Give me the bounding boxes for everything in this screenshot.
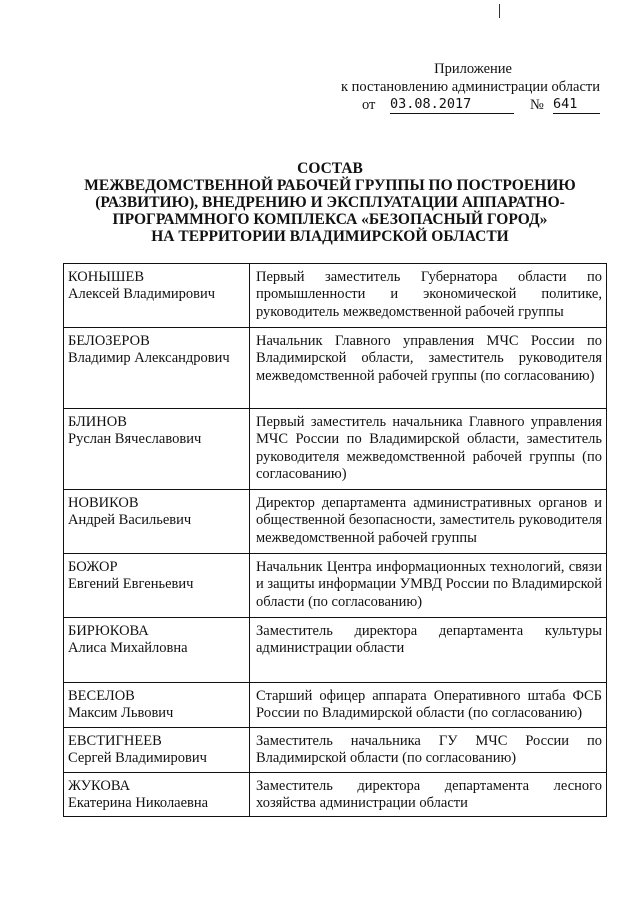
table-row <box>64 409 607 490</box>
member-surname: НОВИКОВ <box>68 495 139 511</box>
number-label: № <box>530 97 544 113</box>
document-title <box>40 160 620 245</box>
member-role: Первый заместитель Губернатора области по промышленности и экономической политике, руководитель межведомственной рабочей группы <box>250 264 607 328</box>
member-role: Директор департамента административных органов и общественной безопасности, заместитель руководителя межведомственной рабочей группы <box>250 490 607 554</box>
title-line-3: (РАЗВИТИЮ), ВНЕДРЕНИЮ И ЭКСПЛУАТАЦИИ АППАРАТНО- <box>95 194 565 211</box>
member-name-cell <box>64 409 250 490</box>
table-row <box>64 683 607 728</box>
member-surname: БИРЮКОВА <box>68 623 149 639</box>
member-surname: ЖУКОВА <box>68 777 131 794</box>
member-given-names: Андрей Васильевич <box>68 512 192 529</box>
member-name-cell <box>64 683 250 728</box>
member-role: Начальник Центра информационных технологий, связи и защиты информации УМВД России по Владимирской области (по согласованию) <box>250 554 607 618</box>
member-name-cell <box>64 264 250 328</box>
member-given-names: Максим Львович <box>68 705 174 722</box>
member-name-cell <box>64 490 250 554</box>
member-role: Заместитель директора департамента культуры администрации области <box>250 618 607 683</box>
table-row <box>64 618 607 683</box>
resolution-number: 641 <box>553 95 600 114</box>
table-row <box>64 264 607 328</box>
appendix-resolution-ref: к постановлению администрации области <box>340 79 600 95</box>
title-line-5: НА ТЕРРИТОРИИ ВЛАДИМИРСКОЙ ОБЛАСТИ <box>151 228 509 245</box>
resolution-date: 03.08.2017 <box>390 95 514 114</box>
member-surname: ВЕСЕЛОВ <box>68 688 135 704</box>
table-row <box>64 328 607 409</box>
members-table <box>63 263 607 817</box>
appendix-label: Приложение <box>434 61 512 77</box>
from-label: от <box>362 97 376 113</box>
member-role: Старший офицер аппарата Оперативного штаба ФСБ России по Владимирской области (по согласованию) <box>250 683 607 728</box>
table-row <box>64 728 607 773</box>
member-name-cell <box>64 772 250 817</box>
member-role: Начальник Главного управления МЧС России по Владимирской области, заместитель руководителя межведомственной рабочей группы (по согласованию) <box>250 328 607 409</box>
member-given-names: Владимир Александрович <box>68 350 230 367</box>
member-surname: ЕВСТИГНЕЕВ <box>68 733 162 749</box>
table-row <box>64 772 607 817</box>
title-line-1: СОСТАВ <box>297 160 363 177</box>
member-given-names: Сергей Владимирович <box>68 750 207 767</box>
table-row <box>64 554 607 618</box>
member-given-names: Алексей Владимирович <box>68 286 216 303</box>
member-name-cell <box>64 728 250 773</box>
member-role: Первый заместитель начальника Главного управления МЧС России по Владимирской области, заместитель руководителя межведомственной рабочей группы (по согласованию) <box>250 409 607 490</box>
member-name-cell <box>64 328 250 409</box>
member-given-names: Алиса Михайловна <box>68 640 188 657</box>
member-surname: КОНЫШЕВ <box>68 269 145 285</box>
member-name-cell <box>64 554 250 618</box>
appendix-header <box>300 60 600 116</box>
member-surname: БОЖОР <box>68 559 118 575</box>
member-surname: БЕЛОЗЕРОВ <box>68 333 150 349</box>
member-given-names: Руслан Вячеславович <box>68 431 202 448</box>
member-given-names: Евгений Евгеньевич <box>68 576 194 593</box>
table-row <box>64 490 607 554</box>
page-mark <box>499 4 500 18</box>
title-line-4: ПРОГРАММНОГО КОМПЛЕКСА «БЕЗОПАСНЫЙ ГОРОД» <box>112 211 548 228</box>
member-role: Заместитель начальника ГУ МЧС России по Владимирской области (по согласованию) <box>250 728 607 773</box>
member-name-cell <box>64 618 250 683</box>
appendix-date-line <box>300 96 600 116</box>
member-given-names: Екатерина Николаевна <box>68 794 209 811</box>
member-role: Заместитель директора департамента лесного хозяйства администрации области <box>250 772 607 817</box>
title-line-2: МЕЖВЕДОМСТВЕННОЙ РАБОЧЕЙ ГРУППЫ ПО ПОСТРОЕНИЮ <box>84 177 576 194</box>
member-surname: БЛИНОВ <box>68 414 127 430</box>
